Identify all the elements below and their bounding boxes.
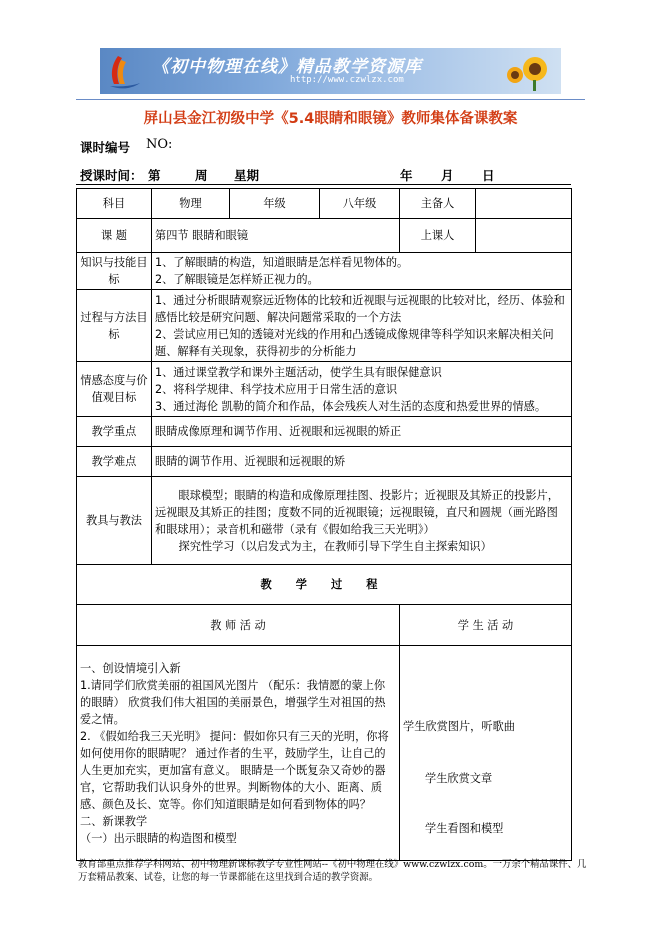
topic-label: 课 题 <box>77 219 152 253</box>
subject-value: 物理 <box>152 189 230 219</box>
topic-value: 第四节 眼睛和眼镜 <box>152 219 400 253</box>
grade-label: 年级 <box>230 189 320 219</box>
table-row <box>77 646 572 861</box>
tools-label: 教具与教法 <box>77 477 152 565</box>
teacher-activity-header: 教 师 活 动 <box>77 605 400 646</box>
table-row <box>77 189 572 219</box>
student-step: 学生看图和模型 <box>425 821 504 835</box>
emotion-goals <box>152 362 572 417</box>
teacher-step: 二、新课教学 <box>80 814 148 828</box>
list-item: 2、将科学规律、科学技术应用于日常生活的意识 <box>155 382 398 396</box>
student-activity-header: 学 生 活 动 <box>400 605 572 646</box>
teacher-step: 2. 《假如给我三天光明》 提问：假如你只有三天的光明，你将如何使用你的眼睛呢？ 通过作者的生平，鼓励学生，让自己的人生更加充实，更加富有意义。 眼睛是一个既复杂又奇妙的器官，它帮助我们认识身外的世界。判断物体的大小、距离、质感、颜色及长、宽等。你们知道眼睛是如何看到物体的吗？ <box>80 729 389 811</box>
difficulty-label: 教学难点 <box>77 447 152 477</box>
tools-paragraph-2: 探究性学习（以启发式为主，在教师引导下学生自主探索知识） <box>178 539 492 553</box>
table-row <box>77 290 572 362</box>
table-row <box>77 605 572 646</box>
table-row <box>77 447 572 477</box>
time-day: 日 <box>482 168 495 183</box>
table-row <box>77 477 572 565</box>
student-step: 学生欣赏文章 <box>425 771 493 785</box>
table-row <box>77 253 572 290</box>
header-rule <box>76 99 585 100</box>
time-weekday: 星期 <box>234 168 260 183</box>
site-logo <box>104 50 144 92</box>
lead-label: 主备人 <box>400 189 476 219</box>
teacher-step: 一、创设情境引入新 <box>80 661 181 675</box>
process-goals <box>152 290 572 362</box>
teacher-value <box>476 219 572 253</box>
emotion-label: 情感态度与价值观目标 <box>77 362 152 417</box>
time-year: 年 <box>400 168 413 183</box>
time-underline <box>76 184 571 185</box>
table-row <box>77 565 572 605</box>
focus-label: 教学重点 <box>77 417 152 447</box>
footer-note: 教育部重点推荐学科网站、初中物理新课标教学专业性网站--《初中物理在线》www.czwlzx.com。一万余个精品课件、几万套精品教案、试卷，让您的每一节课都能在这里找到合适的教学资源。 <box>78 859 587 883</box>
tools-value <box>152 477 572 565</box>
lead-value <box>476 189 572 219</box>
time-label: 授课时间： <box>80 168 143 183</box>
knowledge-goals <box>152 253 572 290</box>
grade-value: 八年级 <box>320 189 400 219</box>
lesson-no-label: 课时编号 <box>80 140 131 155</box>
list-item: 3、通过海伦 凯勒的简介和作品，体会残疾人对生活的态度和热爱世界的情感。 <box>155 399 547 413</box>
teacher-activity-cell <box>77 646 400 861</box>
sunflower-image <box>495 51 555 91</box>
lesson-no-value: NO: <box>146 137 173 152</box>
banner-title: 《初中物理在线》精品教学资源库 <box>152 57 422 77</box>
difficulty-value: 眼睛的调节作用、近视眼和远视眼的矫 <box>152 447 572 477</box>
list-item: 2、了解眼镜是怎样矫正视力的。 <box>155 273 319 286</box>
list-item: 1、了解眼睛的构造，知道眼睛是怎样看见物体的。 <box>155 256 409 269</box>
student-activity-cell <box>400 646 572 861</box>
teacher-label: 上课人 <box>400 219 476 253</box>
lesson-plan-table <box>76 188 572 861</box>
list-item: 2、尝试应用已知的透镜对光线的作用和凸透镜成像规律等科学知识来解决相关问题、解释有关现象，获得初步的分析能力 <box>155 327 554 358</box>
page-title: 屏山县金江初级中学《5.4眼睛和眼镜》教师集体备课教案 <box>143 111 518 127</box>
time-month: 月 <box>441 168 454 183</box>
subject-label: 科目 <box>77 189 152 219</box>
process-label: 过程与方法目标 <box>77 290 152 362</box>
knowledge-label: 知识与技能目标 <box>77 253 152 290</box>
banner-url[interactable]: http://www.czwlzx.com <box>290 75 404 85</box>
table-row <box>77 219 572 253</box>
list-item: 1、通过课堂教学和课外主题活动，使学生具有眼保健意识 <box>155 365 442 379</box>
process-header: 教 学 过 程 <box>77 565 572 605</box>
list-item: 1、通过分析眼睛观察远近物体的比较和近视眼与远视眼的比较对比，经历、体验和感悟比较是研究问题、解决问题常采取的一个方法 <box>155 293 565 324</box>
time-week-prefix: 第 <box>148 168 161 183</box>
student-step: 学生欣赏图片，听歌曲 <box>403 719 515 733</box>
teacher-step: （一）出示眼睛的构造图和模型 <box>80 831 237 845</box>
teacher-step: 1.请同学们欣赏美丽的祖国风光图片 （配乐：我情愿的蒙上你的眼睛） 欣赏我们伟大祖国的美丽景色，增强学生对祖国的热爱之情。 <box>80 678 386 726</box>
tools-paragraph-1: 眼球模型；眼睛的构造和成像原理挂图、投影片；近视眼及其矫正的投影片，远视眼及其矫正的挂图；度数不同的近视眼镜；远视眼镜，直尺和圆规（画光路图和眼球用）；录音机和磁带（录有《假如给我三天光明》） <box>155 488 559 536</box>
table-row <box>77 417 572 447</box>
time-week-suffix: 周 <box>195 168 208 183</box>
header-banner <box>100 48 561 94</box>
focus-value: 眼睛成像原理和调节作用、近视眼和远视眼的矫正 <box>152 417 572 447</box>
table-row <box>77 362 572 417</box>
